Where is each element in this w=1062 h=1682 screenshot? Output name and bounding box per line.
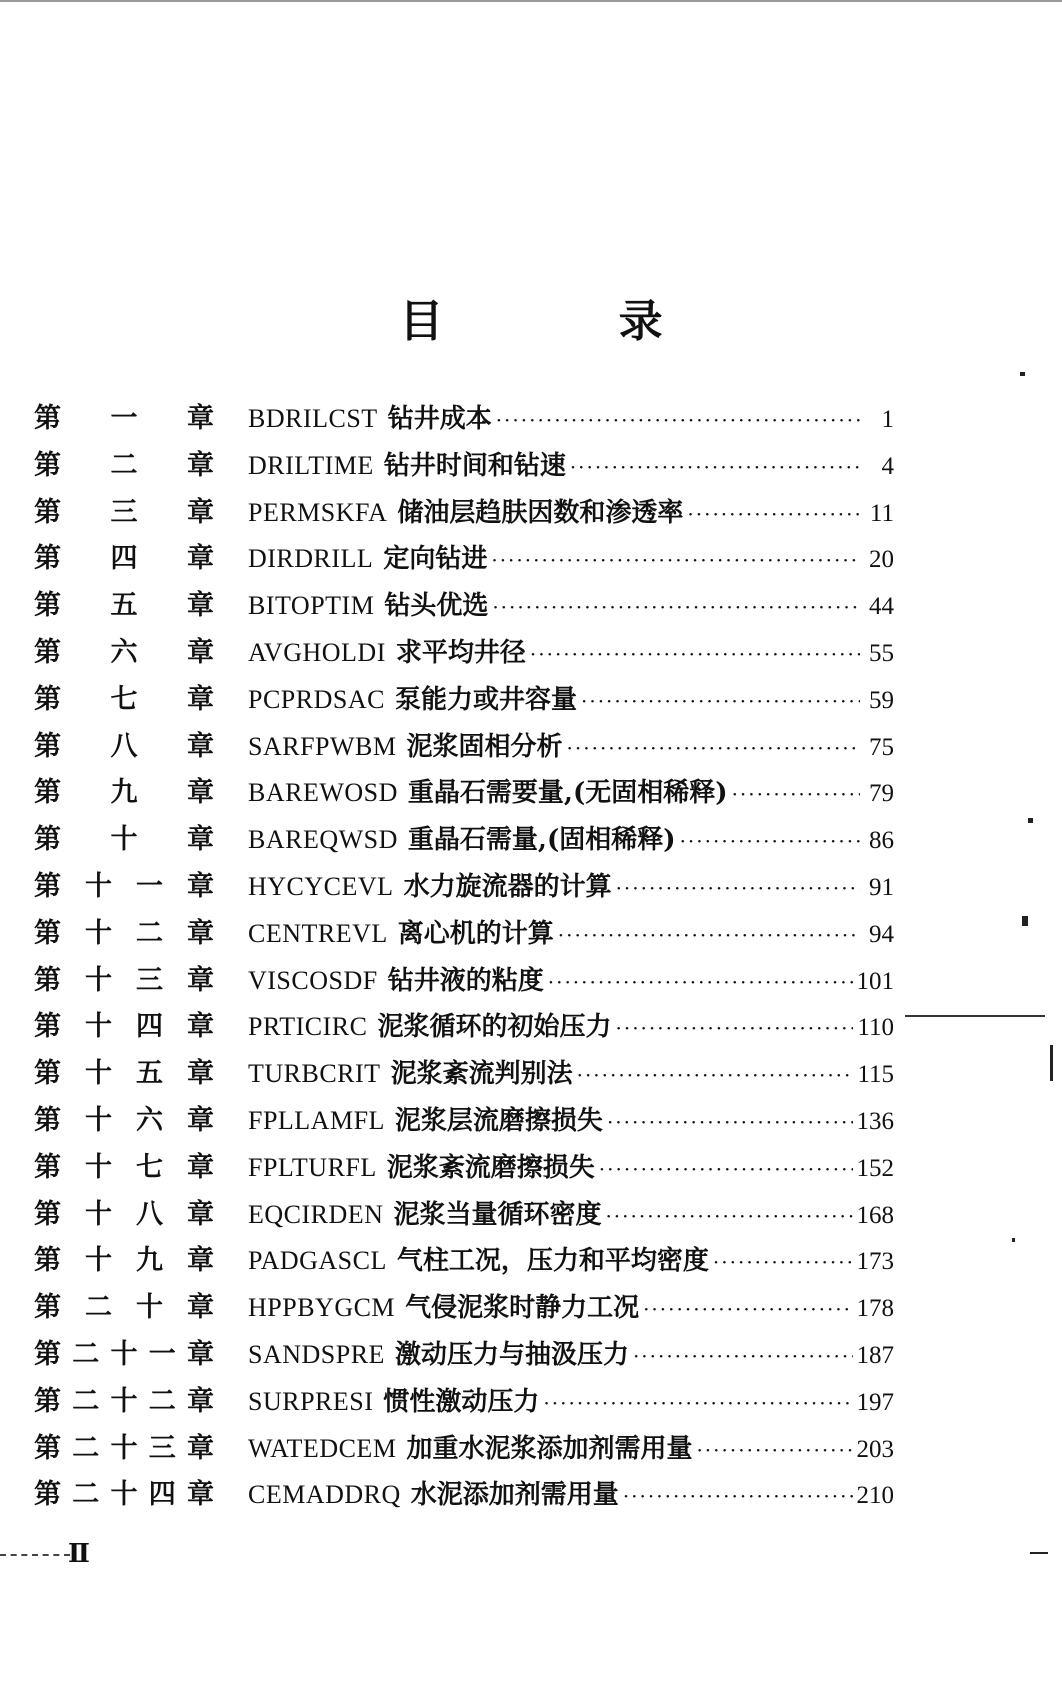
page-number: 178 xyxy=(856,1295,894,1323)
program-code: SURPRESI xyxy=(248,1386,374,1416)
scan-speck xyxy=(1020,372,1025,376)
dot-leader xyxy=(615,1016,853,1040)
toc-entry-9[interactable] xyxy=(34,770,894,817)
toc-entry-15[interactable] xyxy=(34,1051,894,1098)
toc-entry-23[interactable] xyxy=(34,1426,894,1473)
dot-leader xyxy=(581,689,860,713)
chapter-title: 重晶石需量,(固相稀释) xyxy=(407,825,676,856)
dot-leader xyxy=(623,1484,853,1508)
toc-entry-12[interactable] xyxy=(34,911,894,958)
dot-leader xyxy=(680,829,860,853)
dot-leader xyxy=(491,548,860,572)
chapter-label: 第十九章 xyxy=(34,1245,214,1277)
page-number: 203 xyxy=(856,1435,894,1463)
toc-entry-3[interactable] xyxy=(34,490,894,537)
page-title: 目 录 xyxy=(399,296,743,347)
dot-leader xyxy=(713,1250,853,1274)
page-number: 79 xyxy=(869,780,894,808)
program-code: BAREWOSD xyxy=(248,778,398,808)
program-code: AVGHOLDI xyxy=(248,637,386,667)
scan-speck xyxy=(1028,818,1033,823)
page-number: 20 xyxy=(869,546,894,574)
dot-leader xyxy=(643,1297,852,1321)
page-number: 11 xyxy=(869,499,894,527)
chapter-label: 第 二 章 xyxy=(34,449,214,481)
program-code: BITOPTIM xyxy=(248,591,375,621)
chapter-title: 泥浆层流磨擦损失 xyxy=(394,1105,603,1136)
page-number: 59 xyxy=(869,686,894,714)
program-code: TURBCRIT xyxy=(248,1059,381,1089)
chapter-label: 第十七章 xyxy=(34,1151,214,1183)
chapter-title: 惯性激动压力 xyxy=(383,1386,540,1417)
chapter-label: 第十三章 xyxy=(34,964,214,996)
chapter-title: 泥浆紊流判别法 xyxy=(390,1059,573,1090)
toc-entry-18[interactable] xyxy=(34,1192,894,1239)
chapter-label: 第十六章 xyxy=(34,1104,214,1136)
dot-leader xyxy=(616,876,860,900)
chapter-title: 钻头优选 xyxy=(384,591,489,622)
chapter-title: 储油层趋肤因数和渗透率 xyxy=(397,497,684,528)
page-number: 110 xyxy=(857,1014,894,1042)
chapter-title: 重晶石需要量,(无固相稀释) xyxy=(407,778,728,809)
program-code: FPLLAMFL xyxy=(248,1105,385,1135)
dot-leader xyxy=(492,595,860,619)
dot-leader xyxy=(558,923,860,947)
dot-leader xyxy=(607,1110,853,1134)
chapter-label: 第十五章 xyxy=(34,1058,214,1090)
dot-leader xyxy=(696,1438,852,1462)
dot-leader xyxy=(567,736,860,760)
chapter-title: 泵能力或井容量 xyxy=(394,684,577,715)
program-code: CEMADDRQ xyxy=(248,1480,401,1510)
toc-entry-11[interactable] xyxy=(34,864,894,911)
chapter-title: 钻井成本 xyxy=(387,404,492,434)
program-code: DRILTIME xyxy=(248,450,374,480)
scan-top-edge xyxy=(0,0,1062,2)
toc-entry-1[interactable] xyxy=(34,396,894,443)
toc-entry-7[interactable] xyxy=(34,677,894,724)
page-number: 168 xyxy=(856,1201,894,1229)
program-code: HYCYCEVL xyxy=(248,871,394,901)
chapter-title: 定向钻进 xyxy=(383,544,488,575)
toc-entry-24[interactable] xyxy=(34,1472,894,1519)
chapter-title: 水力旋流器的计算 xyxy=(403,871,612,902)
dot-leader xyxy=(577,1063,854,1087)
program-code: HPPBYGCM xyxy=(248,1293,396,1323)
program-code: DIRDRILL xyxy=(248,544,374,574)
program-code: BDRILCST xyxy=(248,404,378,433)
program-code: CENTREVL xyxy=(248,918,388,948)
scan-speck xyxy=(1022,916,1028,926)
chapter-label: 第十二章 xyxy=(34,917,214,949)
page-number: 101 xyxy=(856,967,894,995)
toc-entry-5[interactable] xyxy=(34,583,894,630)
chapter-label: 第二十二章 xyxy=(34,1385,214,1417)
toc-entry-20[interactable] xyxy=(34,1285,894,1332)
chapter-label: 第 八 章 xyxy=(34,730,214,762)
table-of-contents xyxy=(34,396,894,1519)
dot-leader xyxy=(633,1344,853,1368)
page-number: 75 xyxy=(869,733,894,761)
dot-leader xyxy=(548,970,853,994)
page-number: 55 xyxy=(869,639,894,667)
chapter-label: 第 四 章 xyxy=(34,543,214,575)
chapter-title: 离心机的计算 xyxy=(397,918,554,949)
chapter-label: 第二十三章 xyxy=(34,1432,214,1464)
toc-entry-22[interactable] xyxy=(34,1379,894,1426)
page-footer xyxy=(0,1539,110,1569)
scan-speck xyxy=(1012,1238,1015,1242)
page-number: 44 xyxy=(869,593,894,621)
toc-entry-4[interactable] xyxy=(34,536,894,583)
page-number: 94 xyxy=(869,920,894,948)
page-number: 1 xyxy=(881,406,894,433)
program-code: WATEDCEM xyxy=(248,1433,397,1463)
footer-rule xyxy=(0,1554,70,1556)
toc-entry-16[interactable] xyxy=(34,1098,894,1145)
chapter-title: 水泥添加剂需用量 xyxy=(410,1480,619,1511)
chapter-title: 泥浆紊流磨擦损失 xyxy=(386,1152,595,1183)
toc-entry-8[interactable] xyxy=(34,724,894,771)
footer-page-number: Ⅱ xyxy=(68,1539,90,1569)
chapter-label: 第 一 章 xyxy=(34,403,214,434)
dot-leader xyxy=(687,502,860,526)
page-number: 173 xyxy=(856,1248,894,1276)
program-code: VISCOSDF xyxy=(248,965,378,995)
program-code: PCPRDSAC xyxy=(248,684,385,714)
chapter-label: 第二十章 xyxy=(34,1292,214,1324)
chapter-title: 钻井时间和钻速 xyxy=(383,450,566,481)
chapter-title: 泥浆循环的初始压力 xyxy=(377,1012,612,1043)
toc-entry-14[interactable] xyxy=(34,1004,894,1051)
chapter-title: 气侵泥浆时静力工况 xyxy=(405,1293,640,1324)
dot-leader xyxy=(732,782,860,806)
dot-leader xyxy=(570,455,860,479)
chapter-label: 第十八章 xyxy=(34,1198,214,1230)
chapter-title: 泥浆固相分析 xyxy=(406,731,563,762)
toc-entry-17[interactable] xyxy=(34,1145,894,1192)
page-number: 115 xyxy=(857,1061,894,1089)
program-code: SANDSPRE xyxy=(248,1339,385,1369)
toc-entry-19[interactable] xyxy=(34,1238,894,1285)
page-number: 187 xyxy=(856,1341,894,1369)
chapter-label: 第 三 章 xyxy=(34,496,214,528)
page-number: 4 xyxy=(881,452,894,480)
toc-entry-21[interactable] xyxy=(34,1332,894,1379)
toc-entry-10[interactable] xyxy=(34,817,894,864)
scan-speck xyxy=(1030,1552,1048,1554)
chapter-label: 第 五 章 xyxy=(34,590,214,622)
chapter-title: 求平均井径 xyxy=(395,637,526,668)
chapter-label: 第十一章 xyxy=(34,870,214,902)
program-code: PERMSKFA xyxy=(248,497,388,527)
scan-stroke-mark xyxy=(905,1015,1045,1017)
program-code: PRTICIRC xyxy=(248,1012,368,1042)
program-code: EQCIRDEN xyxy=(248,1199,384,1229)
chapter-label: 第 七 章 xyxy=(34,683,214,715)
dot-leader xyxy=(543,1391,852,1415)
chapter-label: 第 六 章 xyxy=(34,636,214,668)
scan-speck xyxy=(1050,1045,1053,1081)
page-number: 136 xyxy=(856,1107,894,1135)
dot-leader xyxy=(530,642,860,666)
chapter-title: 气柱工况，压力和平均密度 xyxy=(396,1246,709,1277)
program-code: SARFPWBM xyxy=(248,731,397,761)
page-number: 152 xyxy=(856,1154,894,1182)
chapter-label: 第 十 章 xyxy=(34,824,214,856)
chapter-title: 泥浆当量循环密度 xyxy=(393,1199,602,1230)
chapter-title: 钻井液的粘度 xyxy=(387,965,544,996)
page-number: 86 xyxy=(869,827,894,855)
program-code: BAREQWSD xyxy=(248,825,398,855)
toc-entry-2[interactable] xyxy=(34,443,894,490)
page-number: 91 xyxy=(869,873,894,901)
chapter-title: 加重水泥浆添加剂需用量 xyxy=(406,1433,693,1464)
program-code: FPLTURFL xyxy=(248,1152,377,1182)
chapter-label: 第二十一章 xyxy=(34,1338,214,1370)
chapter-title: 激动压力与抽汲压力 xyxy=(394,1339,629,1370)
chapter-label: 第十四章 xyxy=(34,1011,214,1043)
toc-entry-13[interactable] xyxy=(34,958,894,1005)
page-number: 210 xyxy=(856,1482,894,1510)
dot-leader xyxy=(496,408,860,432)
chapter-label: 第 九 章 xyxy=(34,777,214,809)
toc-entry-6[interactable] xyxy=(34,630,894,677)
dot-leader xyxy=(605,1204,852,1228)
page-number: 197 xyxy=(856,1388,894,1416)
dot-leader xyxy=(599,1157,853,1181)
program-code: PADGASCL xyxy=(248,1246,387,1276)
chapter-label: 第二十四章 xyxy=(34,1479,214,1511)
